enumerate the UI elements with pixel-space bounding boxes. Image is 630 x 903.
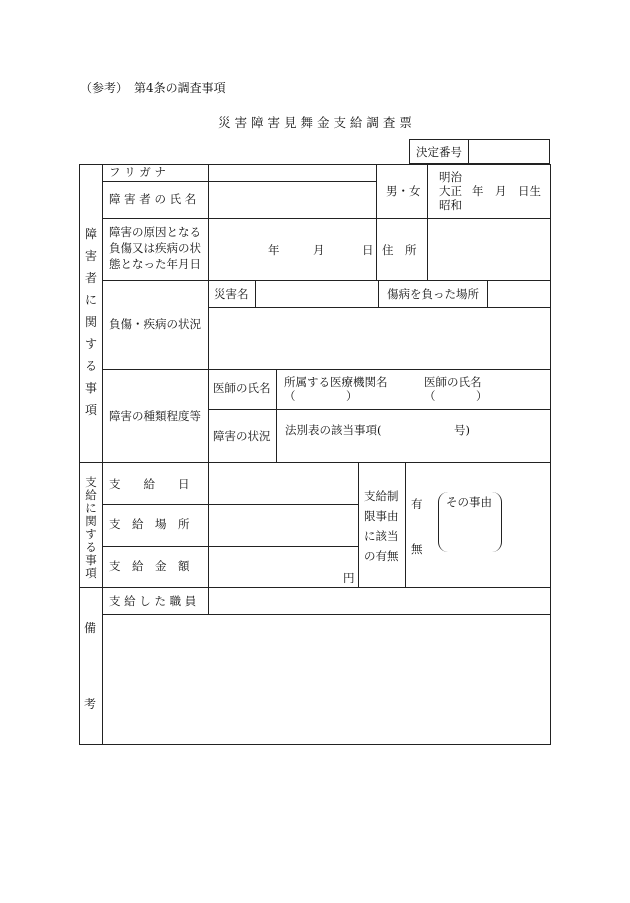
paid-staff-label: 支 給 し た 職 員 — [109, 594, 197, 608]
section-remarks-label-bottom: 考 — [84, 697, 97, 711]
name-label: 障 害 者 の 氏 名 — [109, 192, 197, 206]
institution-field[interactable] — [296, 389, 344, 404]
institution-paren-open: （ — [284, 389, 296, 403]
doctor-name-field[interactable] — [436, 389, 474, 404]
era-meiji: 明治 — [439, 170, 462, 184]
injury-state-field[interactable] — [210, 310, 549, 367]
limit-label-line1: 支給制 — [364, 489, 399, 503]
pay-place-label: 支 給 場 所 — [109, 517, 190, 531]
annex-number-suffix: 号) — [454, 423, 470, 437]
doctor-paren-open: （ — [424, 389, 436, 403]
section-disabled-person-label: 障 害 者 に 関 す る 事 項 — [84, 227, 97, 417]
cause-label-line1: 障害の原因となる — [109, 225, 201, 239]
annex-number-field[interactable] — [392, 420, 452, 438]
reason-paren-right — [491, 492, 502, 552]
decision-number-label: 決定番号 — [416, 145, 462, 159]
injury-place-label: 傷病を負った場所 — [387, 287, 479, 301]
annex-table-label: 法別表の該当事項( — [285, 423, 382, 437]
doctor-name-label-2: 医師の氏名 — [424, 375, 482, 389]
furigana-field[interactable] — [210, 166, 374, 180]
cause-date-day: 日 — [362, 243, 374, 257]
cause-date-year: 年 — [268, 243, 280, 257]
sex-field[interactable]: 男・女 — [386, 184, 421, 198]
pay-amount-field[interactable] — [210, 549, 340, 585]
address-field[interactable] — [429, 221, 549, 278]
injury-place-field[interactable] — [489, 283, 549, 305]
yen-unit: 円 — [343, 571, 355, 585]
disability-type-label: 障害の種類程度等 — [109, 409, 201, 423]
doctor-paren-close: ） — [476, 389, 488, 403]
remarks-field[interactable] — [105, 617, 549, 742]
era-showa: 昭和 — [439, 198, 462, 212]
disability-status-label: 障害の状況 — [213, 429, 271, 443]
pay-date-field[interactable] — [210, 465, 356, 502]
pay-place-field[interactable] — [210, 507, 356, 544]
birth-date-field[interactable]: 年 月 日生 — [472, 184, 541, 198]
limit-yes-option[interactable]: 有 — [411, 497, 423, 511]
section-remarks-label-top: 備 — [84, 621, 97, 635]
limit-label-line3: に該当 — [364, 529, 399, 543]
institution-label: 所属する医療機関名 — [284, 375, 388, 389]
institution-paren-close: ） — [346, 389, 358, 403]
name-field[interactable] — [210, 184, 374, 216]
limit-label-line2: 限事由 — [364, 509, 399, 523]
limit-label-line4: の有無 — [364, 549, 399, 563]
address-label: 住 所 — [382, 243, 417, 257]
section-payment-label: 支 給 に 関 す る 事 項 — [85, 475, 97, 580]
form-title: 災 害 障 害 見 舞 金 支 給 調 査 票 — [218, 115, 412, 130]
injury-state-label: 負傷・疾病の状況 — [109, 317, 201, 331]
decision-number-box — [409, 139, 550, 164]
header-note: （参考） 第4条の調査事項 — [80, 81, 226, 95]
furigana-label: フ リ ガ ナ — [109, 165, 166, 179]
cause-date-field[interactable] — [210, 221, 374, 278]
pay-date-label: 支 給 日 — [109, 477, 190, 491]
decision-number-field[interactable] — [472, 143, 546, 160]
disaster-name-field[interactable] — [257, 283, 376, 305]
paid-staff-field[interactable] — [210, 590, 549, 612]
cause-date-month: 月 — [313, 243, 325, 257]
era-taisho: 大正 — [439, 184, 462, 198]
reason-field[interactable] — [450, 512, 490, 550]
disaster-name-label: 災害名 — [214, 287, 249, 301]
pay-amount-label: 支 給 金 額 — [109, 559, 190, 573]
reason-label: その事由 — [446, 495, 492, 509]
cause-label-line3: 態となった年月日 — [109, 257, 201, 271]
cause-label-line2: 負傷又は疾病の状 — [109, 241, 201, 255]
doctor-name-label: 医師の氏名 — [213, 381, 271, 395]
limit-no-option[interactable]: 無 — [411, 542, 423, 556]
